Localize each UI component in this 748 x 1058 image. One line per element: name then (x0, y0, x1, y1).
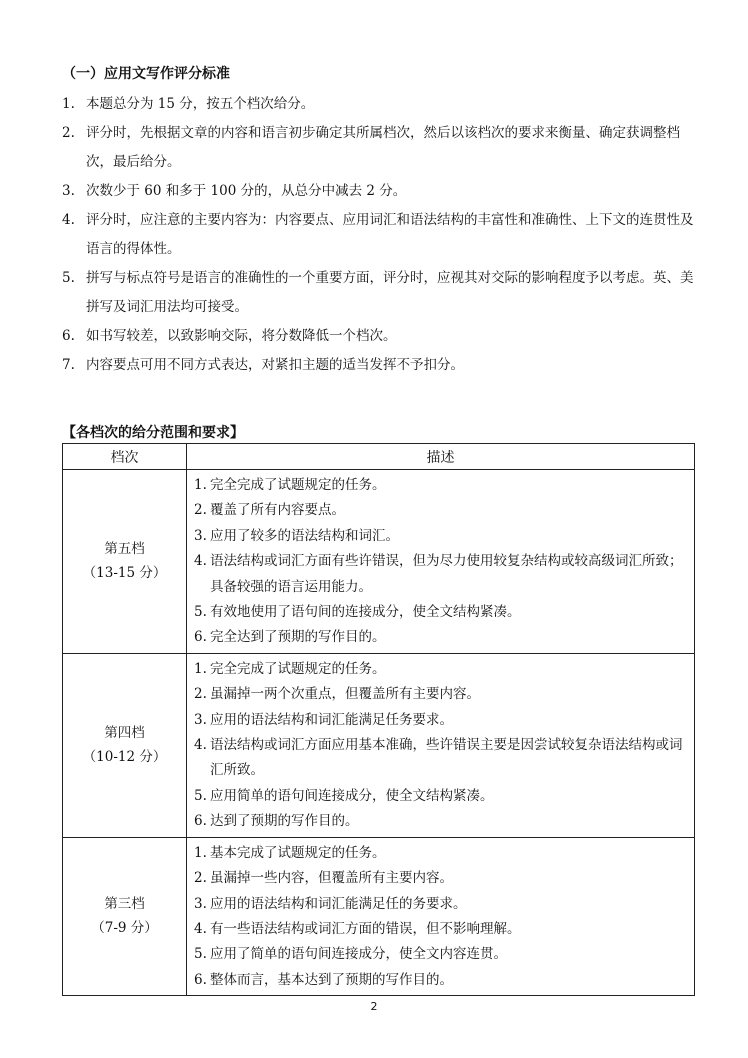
rule-text: 次数少于 60 和多于 100 分的，从总分中减去 2 分。 (86, 183, 407, 199)
description-item (194, 784, 688, 809)
description-item (194, 524, 688, 549)
rule-item (62, 206, 702, 264)
item-text: 覆盖了所有内容要点。 (210, 502, 345, 519)
rule-number: 3. (62, 183, 75, 199)
table-row (63, 837, 695, 995)
rule-text: 内容要点可用不同方式表达，对紧扣主题的适当发挥不予扣分。 (86, 357, 464, 373)
item-text: 应用了简单的语句间连接成分，使全文内容连贯。 (210, 946, 507, 963)
rule-number: 7. (62, 357, 75, 373)
rule-text: 如书写较差，以致影响交际，将分数降低一个档次。 (86, 328, 397, 344)
item-text: 语法结构或词汇方面有些许错误，但为尽力使用较复杂结构或较高级词汇所致；具备较强的语言运用能力。 (210, 553, 683, 595)
level-range: （13-15 分） (82, 565, 167, 582)
description-item (194, 600, 688, 625)
description-item (194, 473, 688, 498)
description-cell (187, 837, 695, 995)
item-text: 完全完成了试题规定的任务。 (210, 477, 386, 493)
level-name: 第三档 (104, 896, 145, 913)
item-number: 2. (194, 870, 207, 887)
description-item (194, 917, 688, 942)
rule-text: 本题总分为 15 分，按五个档次给分。 (86, 96, 315, 112)
rule-item (62, 177, 702, 206)
table-header-row (63, 444, 695, 470)
description-item (194, 866, 688, 891)
rule-text: 评分时，应注意的主要内容为：内容要点、应用词汇和语法结构的丰富性和准确性、上下文的连贯性及语言的得体性。 (86, 212, 694, 257)
item-text: 语法结构或词汇方面应用基本准确，些许错误主要是因尝试较复杂语法结构或词汇所致。 (210, 737, 683, 779)
item-text: 应用的语法结构和词汇能满足任的务要求。 (210, 895, 467, 912)
level-range: （10-12 分） (82, 749, 167, 766)
item-number: 6. (194, 971, 207, 988)
rule-item (62, 119, 702, 177)
level-range: （7-9 分） (91, 920, 158, 937)
rule-number: 5. (62, 270, 75, 286)
description-item (194, 682, 688, 707)
item-number: 4. (194, 920, 207, 937)
rule-item (62, 322, 702, 351)
item-number: 1. (194, 844, 207, 861)
rule-number: 6. (62, 328, 75, 344)
item-number: 3. (194, 895, 207, 912)
item-number: 5. (194, 787, 207, 804)
table-title: 【各档次的给分范围和要求】 (62, 425, 244, 441)
level-name: 第四档 (104, 725, 145, 742)
item-text: 有一些语法结构或词汇方面的错误，但不影响理解。 (210, 920, 521, 937)
rule-text: 拼写与标点符号是语言的准确性的一个重要方面，评分时，应视其对交际的影响程度予以考虑。英、美拼写及词汇用法均可接受。 (86, 270, 694, 315)
item-number: 2. (194, 502, 207, 519)
item-number: 1. (194, 477, 207, 493)
description-cell (187, 653, 695, 837)
item-text: 虽漏掉一些内容，但覆盖所有主要内容。 (210, 870, 453, 887)
level-cell (63, 837, 187, 995)
item-text: 完全完成了试题规定的任务。 (210, 660, 386, 677)
item-text: 虽漏掉一两个次重点，但覆盖所有主要内容。 (210, 686, 480, 703)
rule-number: 2. (62, 125, 75, 141)
description-item (194, 942, 688, 967)
level-cell (63, 653, 187, 837)
item-number: 4. (194, 737, 207, 754)
table-row (63, 470, 695, 654)
section-title: （一）应用文写作评分标准 (62, 66, 230, 82)
description-item (194, 549, 688, 600)
item-number: 3. (194, 527, 207, 544)
item-number: 5. (194, 946, 207, 963)
table-row (63, 653, 695, 837)
grading-table (62, 443, 695, 996)
item-text: 达到了预期的写作目的。 (210, 813, 359, 830)
page-number: 2 (370, 1000, 378, 1013)
level-cell (63, 470, 187, 654)
description-item (194, 892, 688, 917)
description-item (194, 733, 688, 784)
column-header-level: 档次 (63, 444, 187, 470)
item-number: 2. (194, 686, 207, 703)
item-number: 4. (194, 553, 207, 570)
item-text: 应用的语法结构和词汇能满足任务要求。 (210, 711, 453, 728)
rule-number: 1. (62, 96, 75, 112)
item-text: 应用了较多的语法结构和词汇。 (210, 527, 399, 544)
description-item (194, 841, 688, 866)
item-text: 应用简单的语句间连接成分，使全文结构紧凑。 (210, 787, 494, 804)
description-cell (187, 470, 695, 654)
item-number: 3. (194, 711, 207, 728)
description-item (194, 498, 688, 523)
rule-number: 4. (62, 212, 75, 228)
rule-item (62, 90, 702, 119)
rule-item (62, 264, 702, 322)
description-item (194, 708, 688, 733)
description-item (194, 625, 688, 650)
description-item (194, 968, 688, 993)
column-header-description: 描述 (187, 444, 695, 470)
item-text: 整体而言，基本达到了预期的写作目的。 (210, 971, 453, 988)
level-name: 第五档 (104, 541, 145, 558)
description-item (194, 657, 688, 682)
item-text: 有效地使用了语句间的连接成分，使全文结构紧凑。 (210, 604, 521, 621)
description-item (194, 809, 688, 834)
item-number: 1. (194, 660, 207, 677)
item-number: 5. (194, 604, 207, 621)
item-text: 完全达到了预期的写作目的。 (210, 629, 386, 646)
rule-item (62, 351, 702, 380)
item-text: 基本完成了试题规定的任务。 (210, 844, 386, 861)
item-number: 6. (194, 813, 207, 830)
rule-text: 评分时，先根据文章的内容和语言初步确定其所属档次，然后以该档次的要求来衡量、确定获调整档次，最后给分。 (86, 125, 680, 170)
scoring-rules-list (62, 90, 702, 380)
item-number: 6. (194, 629, 207, 646)
